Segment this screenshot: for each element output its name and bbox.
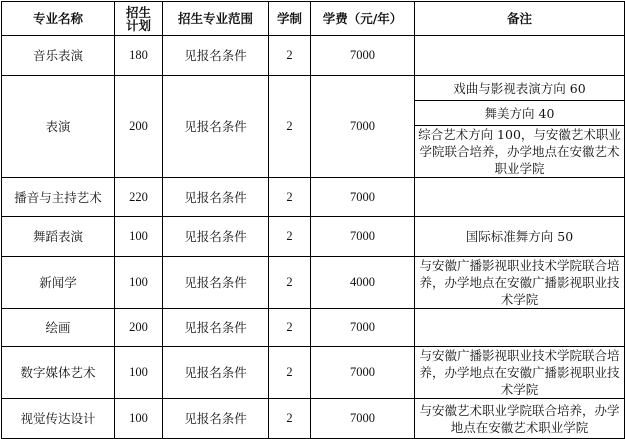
cell-years: 2: [269, 178, 311, 217]
enrollment-table: [1, 1, 625, 439]
cell-note: 与安徽艺术职业学院联合培养，办学地点在安徽艺术职业学院: [415, 399, 625, 439]
cell-major: 音乐表演: [2, 36, 115, 76]
cell-plan: 200: [115, 76, 163, 178]
cell-years: 2: [269, 399, 311, 439]
cell-scope: 见报名条件: [163, 399, 269, 439]
cell-note: [415, 36, 625, 76]
table-row: [2, 217, 625, 257]
cell-note: 与安徽广播影视职业技术学院联合培养，办学地点在安徽广播影视职业技术学院: [415, 347, 625, 399]
table-header-row: [2, 2, 625, 36]
table-row: [2, 257, 625, 309]
cell-years: 2: [269, 76, 311, 178]
header-major: 专业名称: [2, 2, 115, 36]
table-row: [2, 347, 625, 399]
cell-plan: 220: [115, 178, 163, 217]
cell-major: 表演: [2, 76, 115, 178]
cell-years: 2: [269, 257, 311, 309]
cell-years: 2: [269, 36, 311, 76]
cell-major: 新闻学: [2, 257, 115, 309]
cell-fee: 7000: [311, 178, 415, 217]
header-years: 学制: [269, 2, 311, 36]
cell-plan: 200: [115, 309, 163, 347]
cell-major: 绘画: [2, 309, 115, 347]
header-scope: 招生专业范围: [163, 2, 269, 36]
cell-major: 数字媒体艺术: [2, 347, 115, 399]
cell-note: 舞美方向 40: [415, 101, 625, 126]
cell-scope: 见报名条件: [163, 36, 269, 76]
cell-plan: 100: [115, 217, 163, 257]
table-row: [2, 399, 625, 439]
table-row: [2, 36, 625, 76]
header-notes: 备注: [415, 2, 625, 36]
cell-plan: 100: [115, 257, 163, 309]
cell-fee: 7000: [311, 76, 415, 178]
cell-note: [415, 309, 625, 347]
table-row: [2, 309, 625, 347]
header-plan-text: 招生 计划: [125, 4, 151, 33]
cell-note: 国际标准舞方向 50: [415, 217, 625, 257]
cell-fee: 7000: [311, 309, 415, 347]
cell-major: 舞蹈表演: [2, 217, 115, 257]
cell-scope: 见报名条件: [163, 217, 269, 257]
cell-note: 与安徽广播影视职业技术学院联合培养，办学地点在安徽广播影视职业技术学院: [415, 257, 625, 309]
cell-years: 2: [269, 309, 311, 347]
cell-plan: 180: [115, 36, 163, 76]
cell-plan: 100: [115, 347, 163, 399]
cell-note: 综合艺术方向 100，与安徽艺术职业学院联合培养，办学地点在安徽艺术职业学院: [415, 126, 625, 178]
cell-years: 2: [269, 347, 311, 399]
header-plan: [115, 2, 163, 36]
cell-scope: 见报名条件: [163, 309, 269, 347]
cell-fee: 7000: [311, 217, 415, 257]
cell-scope: 见报名条件: [163, 76, 269, 178]
cell-scope: 见报名条件: [163, 257, 269, 309]
cell-note: [415, 178, 625, 217]
cell-note: 戏曲与影视表演方向 60: [415, 76, 625, 101]
cell-scope: 见报名条件: [163, 178, 269, 217]
cell-fee: 7000: [311, 36, 415, 76]
cell-plan: 100: [115, 399, 163, 439]
cell-fee: 7000: [311, 399, 415, 439]
table-row: [2, 76, 625, 101]
cell-major: 播音与主持艺术: [2, 178, 115, 217]
header-fee: 学费（元/年）: [311, 2, 415, 36]
cell-scope: 见报名条件: [163, 347, 269, 399]
table-row: [2, 178, 625, 217]
cell-years: 2: [269, 217, 311, 257]
cell-fee: 4000: [311, 257, 415, 309]
cell-major: 视觉传达设计: [2, 399, 115, 439]
cell-fee: 7000: [311, 347, 415, 399]
